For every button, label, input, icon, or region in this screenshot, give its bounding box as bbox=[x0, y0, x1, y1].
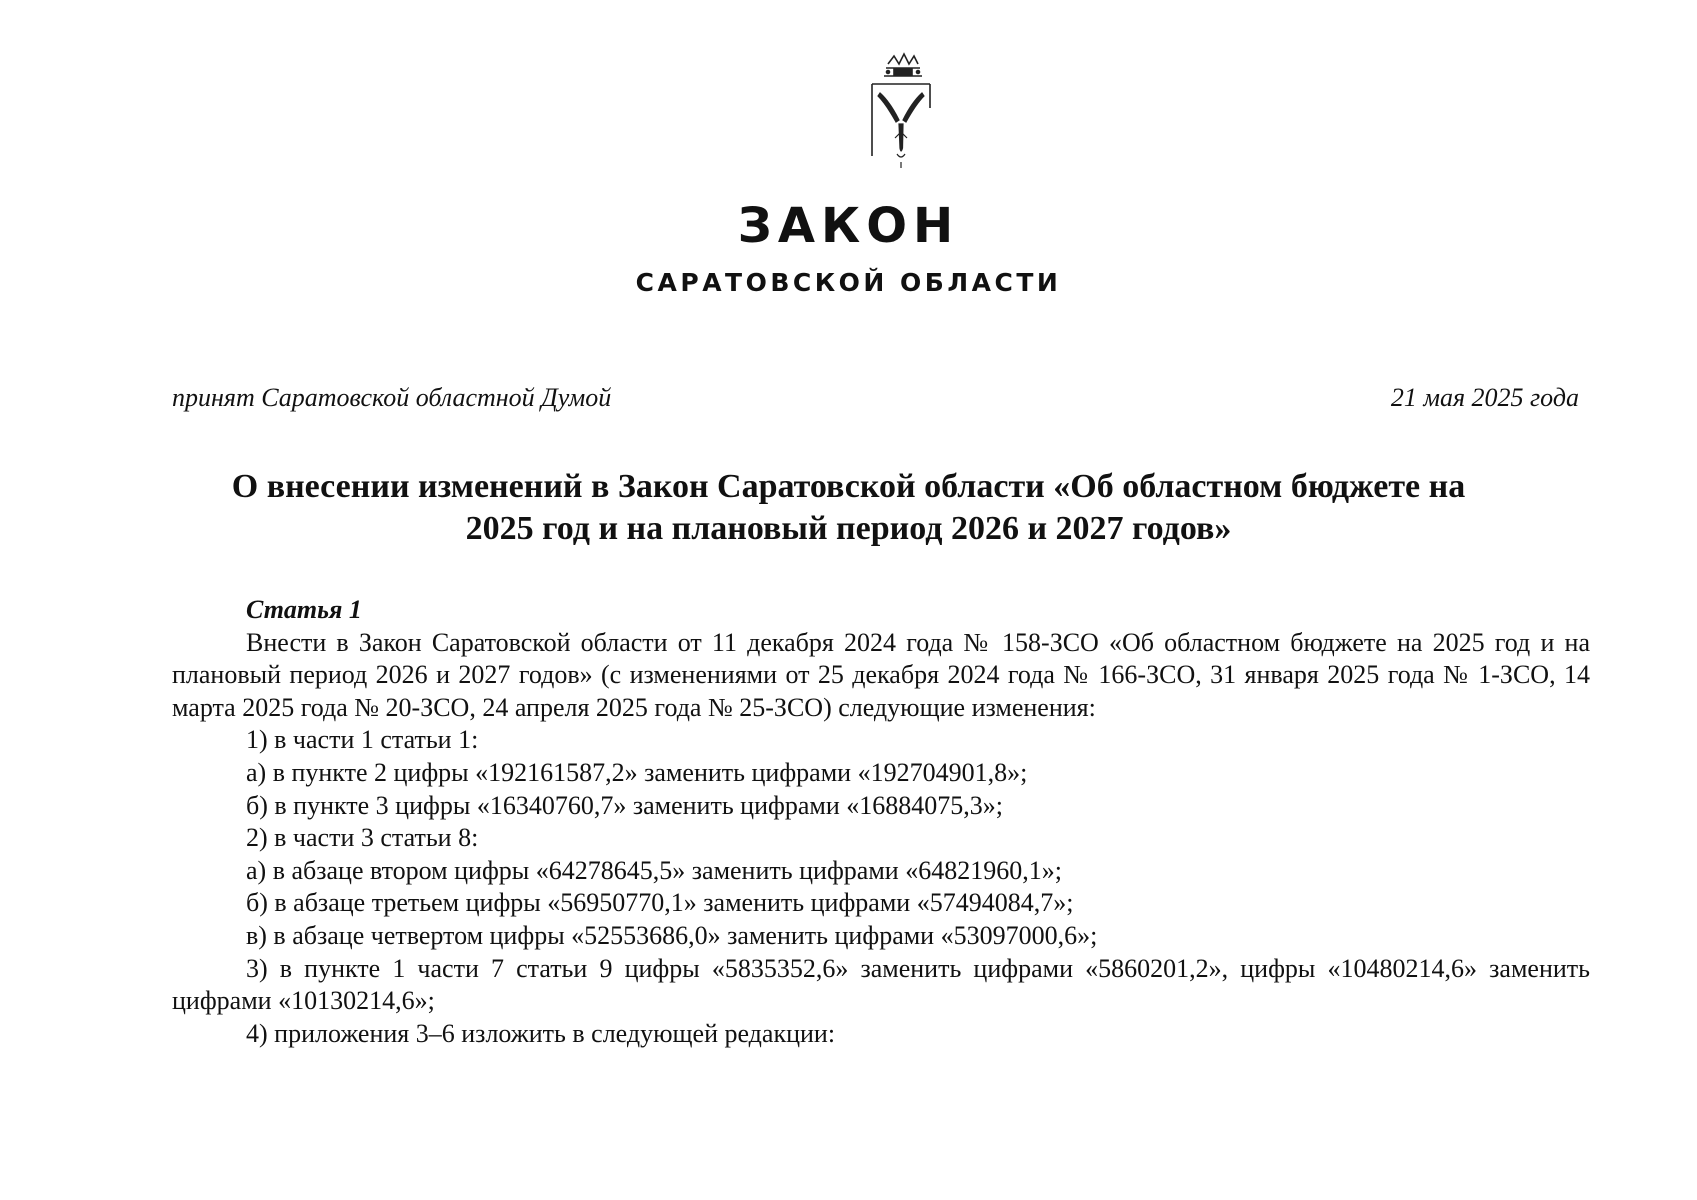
list-item: а) в пункте 2 цифры «192161587,2» заменить цифрами «192704901,8»; bbox=[246, 757, 1028, 787]
list-item: 2) в части 3 статьи 8: bbox=[246, 823, 479, 853]
law-title: ЗАКОН bbox=[737, 198, 960, 254]
article-body bbox=[172, 594, 1590, 1050]
coat-of-arms-icon bbox=[866, 50, 936, 174]
adopted-by: принят Саратовской областной Думой bbox=[172, 383, 612, 412]
list-item: 4) приложения 3–6 изложить в следующей редакции: bbox=[246, 1018, 836, 1048]
law-heading-line-1: О внесении изменений в Закон Саратовской области «Об областном бюджете на bbox=[231, 468, 1466, 505]
law-subtitle: САРАТОВСКОЙ ОБЛАСТИ bbox=[635, 268, 1062, 297]
law-heading-line-2: 2025 год и на плановый период 2026 и 2027 годов» bbox=[465, 510, 1232, 547]
list-item: б) в абзаце третьем цифры «56950770,1» заменить цифрами «57494084,7»; bbox=[246, 888, 1074, 918]
list-item: б) в пункте 3 цифры «16340760,7» заменить цифрами «16884075,3»; bbox=[246, 790, 1003, 820]
list-item: в) в абзаце четвертом цифры «52553686,0» заменить цифрами «53097000,6»; bbox=[246, 920, 1098, 950]
list-item: а) в абзаце втором цифры «64278645,5» заменить цифрами «64821960,1»; bbox=[246, 855, 1062, 885]
list-item: 3) в пункте 1 части 7 статьи 9 цифры «5835352,6» заменить цифрами «5860201,2», цифры «10480214,6» заменить цифрами «10130214,6»; bbox=[172, 953, 1590, 1016]
adoption-date: 21 мая 2025 года bbox=[1390, 383, 1579, 412]
article-title: Статья 1 bbox=[246, 595, 362, 624]
list-item: 1) в части 1 статьи 1: bbox=[246, 725, 479, 755]
law-heading bbox=[0, 466, 1697, 550]
article-intro: Внести в Закон Саратовской области от 11 декабря 2024 года № 158-ЗСО «Об областном бюджете на 2025 год и на плановый период 2026 и 2027 годов» (с изменениями от 25 декабря 2024 года № 166-ЗСО, 31 января 2025 года № 1-ЗСО, 14 марта 2025 года № 20-ЗСО, 24 апреля 2025 года № 25-ЗСО) следующие изменения: bbox=[172, 627, 1590, 722]
